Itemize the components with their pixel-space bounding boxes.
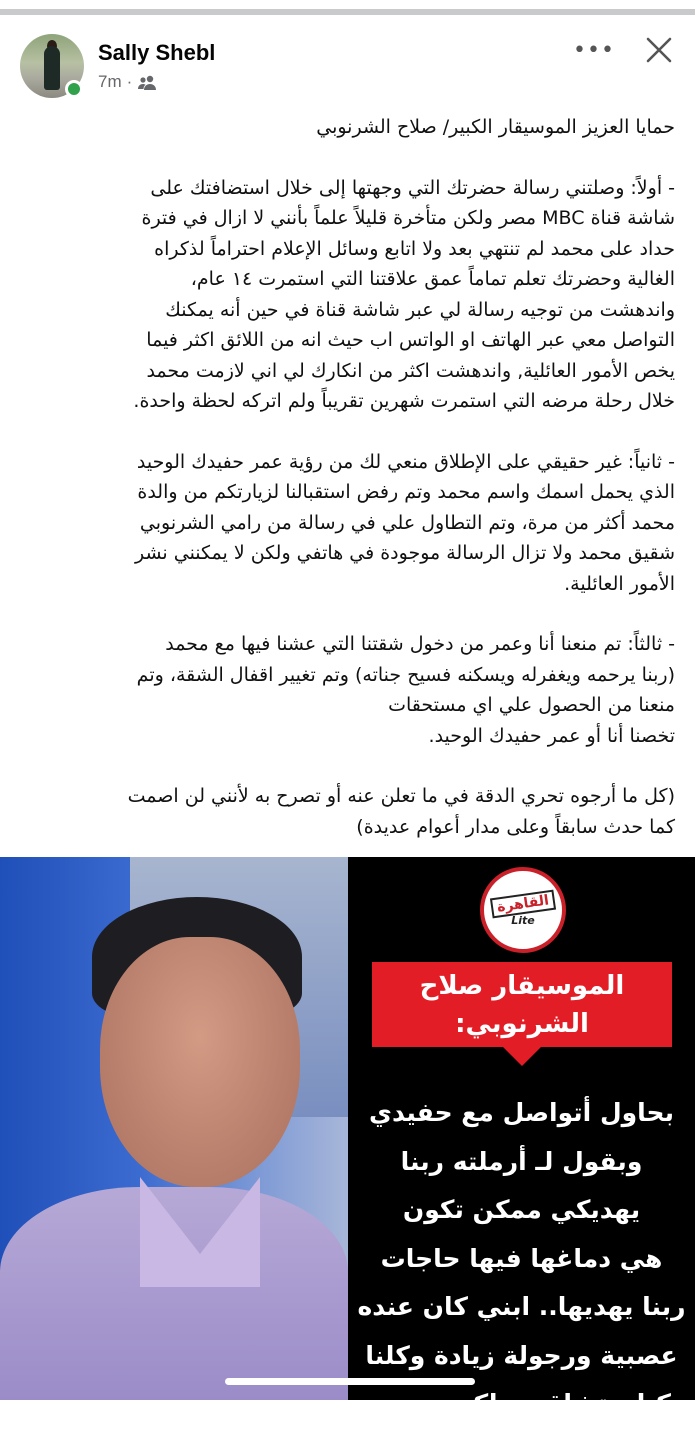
text-line: واندهشت من توجيه رسالة لي عبر شاشة قناة في حين أنه يمكنك [165,298,675,321]
post-greeting: حمايا العزيز الموسيقار الكبير/ صلاح الشرنوبي [316,116,675,138]
quote-line: ربنا يهديها.. ابني كان عنده [357,1292,686,1321]
text-line: الذي يحمل اسمك واسم محمد وتم رفض استقبالنا لزيارتكم من والدة [137,481,675,503]
text-line: تخصنا أنا أو عمر حفيدك الوحيد. [428,724,675,747]
avatar-figure [44,46,60,90]
text-line: التواصل معي عبر الهاتف او الواتس اب حيث انه من اللائق اكثر فيما [146,329,675,351]
text-line: يخص الأمور العائلية, واندهشت اكثر من انكارك لي اني لازمت محمد [146,359,675,382]
quote-panel [348,857,695,1418]
post-paragraph-2 [15,447,675,600]
close-icon[interactable] [643,34,675,66]
post-body [15,112,675,872]
post-paragraph-1 [15,173,675,417]
top-divider [0,9,695,15]
headline-line: الشرنوبي: [455,1008,589,1039]
quote-line: وبقول لـ أرملته ربنا [400,1146,643,1176]
text-line: حداد على محمد لم تنتهي بعد ولا اتابع وسائل الإعلام احتراماً لذكراه [154,237,675,260]
text-line: كما حدث سابقاً وعلى مدار أعوام عديدة) [356,815,675,838]
home-indicator[interactable] [225,1378,475,1385]
text-line: محمد أكثر من مرة، وتم التطاول علي في رسالة من رامي الشرنوبي [139,511,675,534]
photo-face [100,937,300,1187]
logo-text: القاهرة [490,889,556,918]
text-line: - ثانياً: غير حقيقي على الإطلاق منعي لك من رؤية عمر حفيدك الوحيد [136,450,675,473]
post-meta [98,72,157,92]
post-image[interactable] [0,857,695,1418]
post-paragraph-4 [15,781,675,842]
post-paragraph-3 [15,629,675,751]
text-line: (ربنا يرحمه ويغفرله ويسكنه فسيح جناته) وتم تغيير اقفال الشقة، وتم [136,663,675,686]
text-line: (كل ما أرجوه تحري الدقة في ما تعلن عنه أو تصرح به لأنني لن اصمت [127,785,675,807]
portrait-photo [0,857,348,1400]
quote-line: كنا بنتشاقى ولكن بنرجع [372,1389,671,1418]
online-status-dot [65,80,83,98]
quote-line: بحاول أتواصل مع حفيدي [369,1098,674,1127]
text-line: شاشة قناة MBC مصر ولكن متأخرة قليلاً علماً بأنني لا ازال في فترة [141,207,675,229]
text-line: - ثالثاً: تم منعنا أنا وعمر من دخول شقتنا التي عشنا فيها مع محمد [165,633,675,655]
quote-line: هي دماغها فيها حاجات [380,1243,663,1273]
meta-separator: · [126,72,133,91]
text-line: منعنا من الحصول علي اي مستحقات [388,694,675,716]
quote-line: عصبية ورجولة زيادة وكلنا [365,1340,678,1370]
headline-box [372,962,672,1047]
headline-line: الموسيقار صلاح [419,970,625,1001]
quote-line: يهديكي ممكن تكون [402,1195,641,1224]
headline-pointer [502,1046,542,1066]
news-logo [480,867,566,953]
logo-sub: Lite [511,913,535,927]
post-time[interactable]: 7m [98,72,122,91]
more-options-button[interactable]: ••• [573,38,615,63]
author-name[interactable]: Sally Shebl [98,40,216,65]
text-line: - أولاً: وصلتني رسالة حضرتك التي وجهتها إلى خلال استضافتك على [150,176,675,199]
photo-shirt [0,1187,348,1400]
friends-icon [137,75,157,90]
text-line: الأمور العائلية. [564,572,675,595]
text-line: الغالية وحضرتك تعلم تماماً عمق علاقتنا التي استمرت ١٤ عام، [190,268,675,290]
text-line: شقيق محمد ولا تزال الرسالة موجودة في هاتفي ولكن لا يمكنني نشر [134,542,675,564]
text-line: خلال رحلة مرضه التي استمرت شهرين تقريباً ولم اتركه لحظة واحدة. [133,390,675,412]
